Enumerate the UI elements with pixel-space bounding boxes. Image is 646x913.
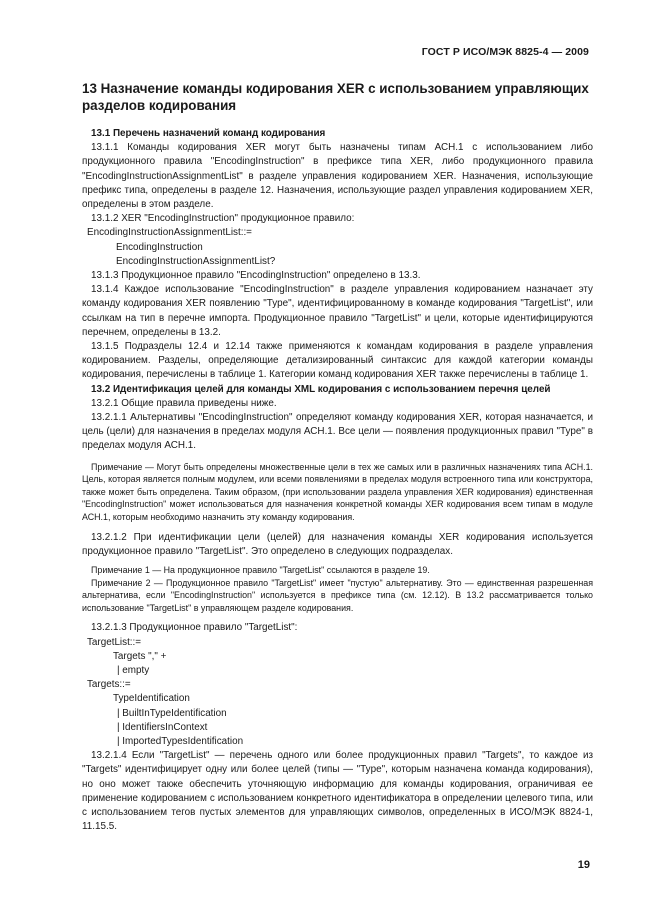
paragraph: 13.1.5 Подразделы 12.4 и 12.14 также применяются к командам кодирования в разделе управления кодированием. Разделы, определяющие детализированный синтаксис для каждой категории команды кодирования, перечислены в таблице 1. Категории команд кодирования XER также перечислены в таблице 1. — [82, 341, 593, 381]
page-number: 19 — [577, 859, 590, 871]
grammar-line: TargetList::= — [87, 636, 142, 648]
paragraph: 13.2.1.4 Если "TargetList" — перечень одного или более продукционных правил "Targets", то каждое из "Targets" идентифицирует одну или более целей (типы — "Type", которым назначена команда кодирования), но оно может также обеспечить уточняющую информацию для команды кодирования, ограничивая ее применение кодированием с использованием конкретного идентификатора в определении целевого типа, или с использованием тегов пустых элементов для управляющих символов, определенных в ИСО/МЭК 8824-1, 11.15.5. — [82, 750, 593, 833]
subsection-heading: 13.1 Перечень назначений команд кодирования — [91, 128, 326, 139]
spacer — [82, 524, 593, 531]
paragraph: 13.2.1.2 При идентификации цели (целей) для назначения команды XER кодирования используется продукционное правило "TargetList". Это определено в следующих подразделах. — [82, 531, 593, 557]
grammar-line: | empty — [117, 665, 150, 677]
grammar-line: TypeIdentification — [113, 693, 190, 705]
paragraph: 13.1.4 Каждое использование "EncodingInstruction" в разделе управления кодированием назначает эту команду кодирования XER появлению "Type", идентифицированному в команде кодирования "TargetList", или ссылкам на тип в перечне импорта. Продукционное правило "TargetList" и цели, которые идентифицируются перечнем, определены в 13.2. — [82, 284, 593, 338]
note-paragraph: Примечание 2 — Продукционное правило "TargetList" имеет "пустую" альтернативу. Это — единственная разрешенная альтернатива, если "EncodingInstruction" используется в префиксе типа (см. 12.12). В 13.2 рассматривается только использование "TargetList" в управляющем разделе кодирования. — [82, 577, 593, 613]
paragraph: 13.2.1.3 Продукционное правило "TargetList": — [91, 622, 298, 634]
spacer — [82, 614, 593, 621]
document-header: ГОСТ Р ИСО/МЭК 8825-4 — 2009 — [421, 46, 589, 58]
section-title: 13 Назначение команды кодирования XER с использованием управляющих разделов кодирования — [82, 81, 589, 113]
grammar-line: Targets::= — [87, 679, 131, 691]
paragraph: 13.1.2 XER "EncodingInstruction" продукционное правило: — [91, 213, 355, 225]
grammar-line: | BuiltInTypeIdentification — [117, 707, 227, 719]
subsection-heading: 13.2 Идентификация целей для команды XML кодирования с использованием перечня целей — [91, 383, 551, 395]
grammar-line: | ImportedTypesIdentification — [117, 736, 244, 748]
paragraph: 13.1.1 Команды кодирования XER могут быть назначены типам АСН.1 с использованием либо продукционного правила "EncodingInstruction" в префиксе типа XER, либо продукционного правила "EncodingInstructionAssignmentList" в разделе управления кодированием XER. Назначения, использующие префикс типа, определены в разделе 12. Назначения, использующие раздел управления кодированием XER, определены в этом разделе. — [82, 142, 593, 211]
grammar-line: EncodingInstructionAssignmentList::= — [87, 227, 252, 239]
spacer — [82, 454, 593, 461]
note-paragraph: Примечание 1 — На продукционное правило "TargetList" ссылаются в разделе 19. — [91, 565, 430, 576]
grammar-line: | IdentifiersInContext — [117, 721, 208, 733]
document-body — [82, 127, 593, 834]
grammar-line: EncodingInstructionAssignmentList? — [116, 255, 276, 267]
note-paragraph: Примечание — Могут быть определены множественные цели в тех же самых или в различных назначениях типа АСН.1. Цель, которая является полным модулем, или всеми появлениями в пределах модуля встроенного типа или конструктора, также может быть определена. Таким образом, (при использовании раздела управления XER кодирования) единственная "EncodingInstruction" может использоваться для назначения конкретной команды XER кодирования всем типам в модуле АСН.1, которым необходимо назначить эту команду кодирования. — [82, 461, 593, 523]
grammar-line: Targets "," + — [113, 650, 167, 662]
grammar-line: EncodingInstruction — [116, 241, 203, 253]
paragraph: 13.1.3 Продукционное правило "EncodingInstruction" определено в 13.3. — [91, 270, 421, 282]
paragraph: 13.2.1 Общие правила приведены ниже. — [91, 397, 277, 409]
paragraph: 13.2.1.1 Альтернативы "EncodingInstruction" определяют команду кодирования XER, которая назначается, и цель (цели) для назначения в пределах модуля АСН.1. Все цели — появления продукционных правил "Type" в пределах модуля АСН.1. — [82, 412, 593, 452]
